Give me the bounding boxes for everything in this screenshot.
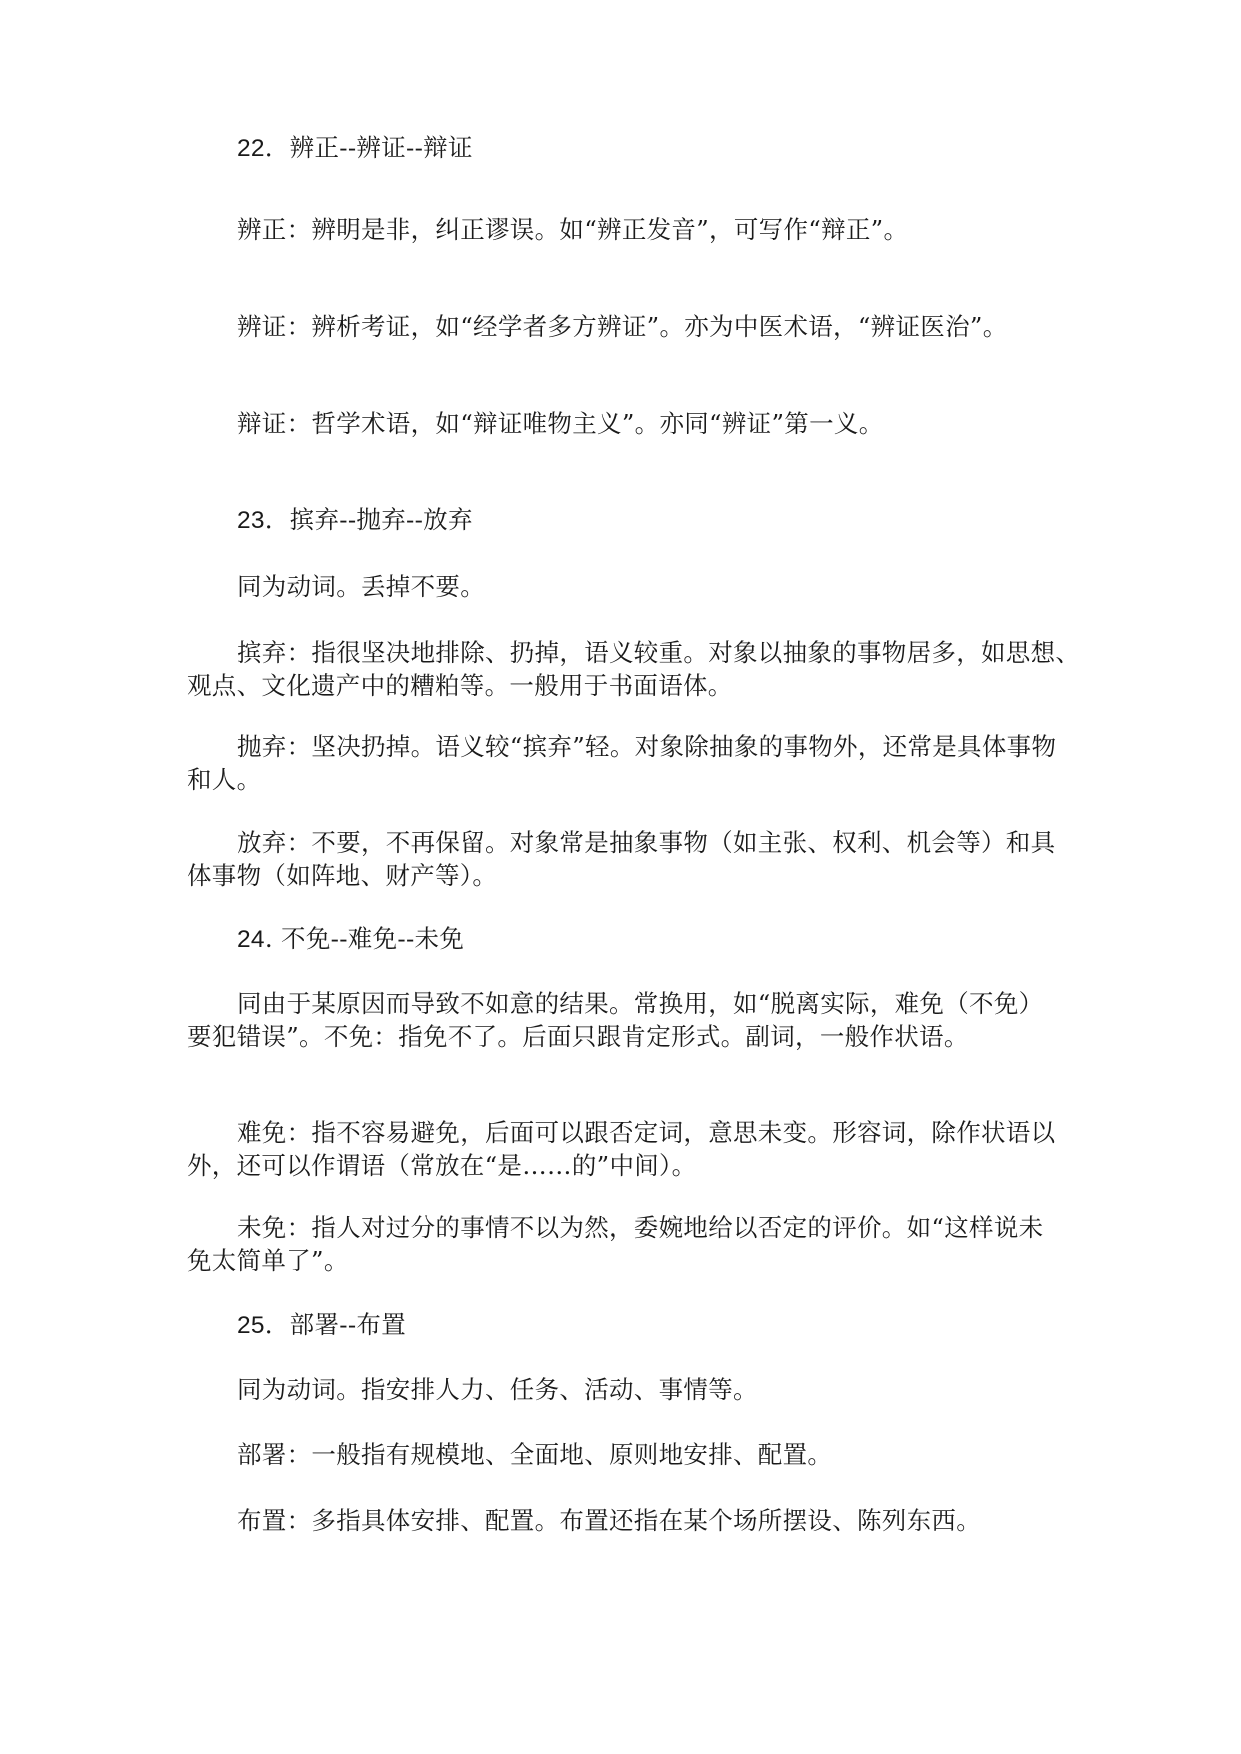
paragraph-line: 未免：指人对过分的事情不以为然，委婉地给以否定的评价。如“这样说未 [237, 1213, 1044, 1242]
section-number: 22 [237, 135, 265, 162]
section-number: 23 [237, 507, 265, 534]
section-title: ．部署--布置 [264, 1310, 407, 1339]
section-title: ．摈弃--抛弃--放弃 [264, 505, 473, 534]
paragraph-line: 布置：多指具体安排、配置。布置还指在某个场所摆设、陈列东西。 [237, 1506, 981, 1535]
paragraph-line: 同由于某原因而导致不如意的结果。常换用，如“脱离实际，难免（不免） [237, 989, 1044, 1018]
paragraph-line: 体事物（如阵地、财产等）。 [187, 861, 498, 890]
section-title: . 不免--难免--未免 [264, 924, 465, 953]
paragraph-line: 免太简单了”。 [187, 1246, 349, 1275]
paragraph-line: 外，还可以作谓语（常放在“是……的”中间）。 [187, 1151, 697, 1180]
paragraph-line: 辨正：辨明是非，纠正谬误。如“辨正发音”，可写作“辩正”。 [237, 215, 909, 244]
section-number: 25 [237, 1312, 265, 1339]
paragraph-line: 部署：一般指有规模地、全面地、原则地安排、配置。 [237, 1440, 833, 1469]
paragraph-line: 难免：指不容易避免，后面可以跟否定词，意思未变。形容词，除作状语以 [237, 1118, 1056, 1147]
paragraph-line: 放弃：不要，不再保留。对象常是抽象事物（如主张、权利、机会等）和具 [237, 828, 1056, 857]
section-heading-23 [237, 504, 473, 537]
section-heading-25 [237, 1309, 406, 1342]
paragraph-line: 要犯错误”。不免：指免不了。后面只跟肯定形式。副词，一般作状语。 [187, 1022, 969, 1051]
paragraph-line: 辨证：辨析考证，如“经学者多方辨证”。亦为中医术语，“辨证医治”。 [237, 312, 1008, 341]
section-heading-22 [237, 132, 473, 165]
paragraph-line: 辩证：哲学术语，如“辩证唯物主义”。亦同“辨证”第一义。 [237, 409, 884, 438]
paragraph-line: 同为动词。丢掉不要。 [237, 572, 485, 601]
paragraph-line: 和人。 [187, 765, 262, 794]
paragraph-line: 摈弃：指很坚决地排除、扔掉，语义较重。对象以抽象的事物居多，如思想、 [237, 638, 1081, 667]
section-heading-24 [237, 923, 464, 956]
paragraph-line: 同为动词。指安排人力、任务、活动、事情等。 [237, 1375, 758, 1404]
paragraph-line: 抛弃：坚决扔掉。语义较“摈弃”轻。对象除抽象的事物外，还常是具体事物 [237, 732, 1057, 761]
section-number: 24 [237, 926, 265, 953]
paragraph-line: 观点、文化遗产中的糟粕等。一般用于书面语体。 [187, 671, 733, 700]
section-title: ．辨正--辨证--辩证 [264, 133, 473, 162]
